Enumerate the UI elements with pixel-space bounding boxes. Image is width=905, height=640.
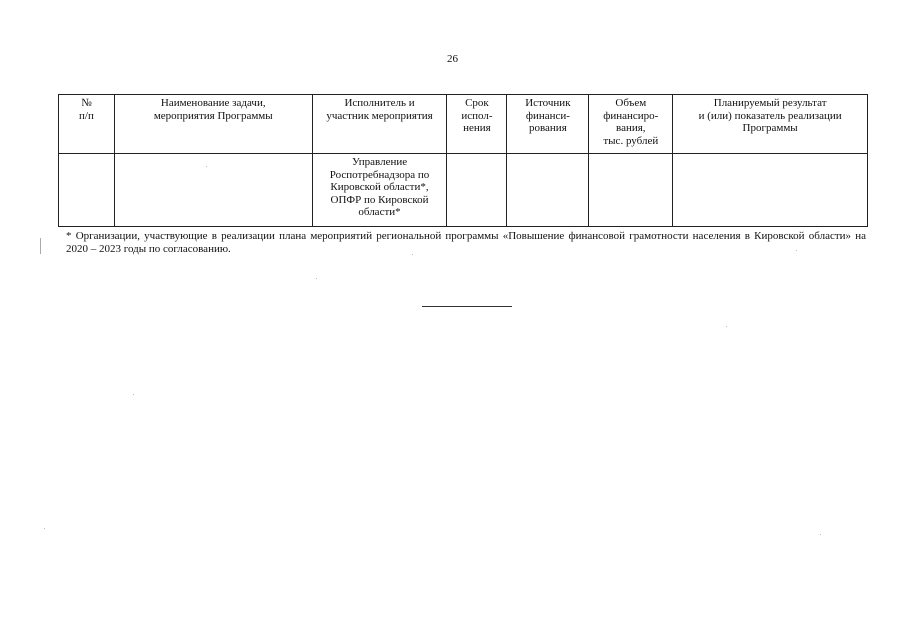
scan-speck	[44, 528, 45, 529]
scan-speck	[133, 394, 134, 395]
scan-speck	[796, 250, 797, 251]
scan-speck	[412, 254, 413, 255]
cell-deadline	[447, 154, 507, 227]
header-funding-source	[507, 95, 589, 154]
cell-executor	[312, 154, 447, 227]
scan-margin-mark	[40, 238, 41, 254]
cell-executor-text: Управление Роспотребнадзора по Кировской области*, ОПФР по Кировской области*	[329, 156, 430, 218]
header-deadline-label: Срок испол- нения	[461, 97, 493, 134]
header-planned-result-label: Планируемый результат и (или) показатель реализации Программы	[698, 97, 842, 134]
header-deadline	[447, 95, 507, 154]
scan-speck	[726, 326, 727, 327]
program-activities-table	[58, 94, 868, 227]
header-funding-amount-label: Объем финансиро- вания, тыс. рублей	[603, 97, 659, 147]
header-planned-result	[673, 95, 868, 154]
header-task-name	[114, 95, 312, 154]
scan-speck	[316, 278, 317, 279]
header-executor-label: Исполнитель и участник мероприятия	[326, 97, 433, 122]
cell-task-name	[114, 154, 312, 227]
cell-funding-amount	[589, 154, 673, 227]
footnote: * Организации, участвующие в реализации плана мероприятий региональной программы «Повышение финансовой грамотности населения в Кировской области» на 2020 – 2023 годы по согласованию.	[66, 230, 866, 255]
header-funding-amount	[589, 95, 673, 154]
closing-rule	[422, 306, 512, 307]
header-number	[59, 95, 115, 154]
scan-speck	[820, 534, 821, 535]
cell-funding-source	[507, 154, 589, 227]
page-number: 26	[447, 53, 458, 65]
header-funding-source-label: Источник финанси- рования	[525, 97, 571, 134]
table-header-row	[59, 95, 868, 154]
header-task-name-label: Наименование задачи, мероприятия Программы	[153, 97, 273, 122]
table-row	[59, 154, 868, 227]
header-executor	[312, 95, 447, 154]
cell-planned-result	[673, 154, 868, 227]
cell-number	[59, 154, 115, 227]
scan-speck	[206, 166, 207, 167]
header-number-label: № п/п	[79, 97, 94, 122]
